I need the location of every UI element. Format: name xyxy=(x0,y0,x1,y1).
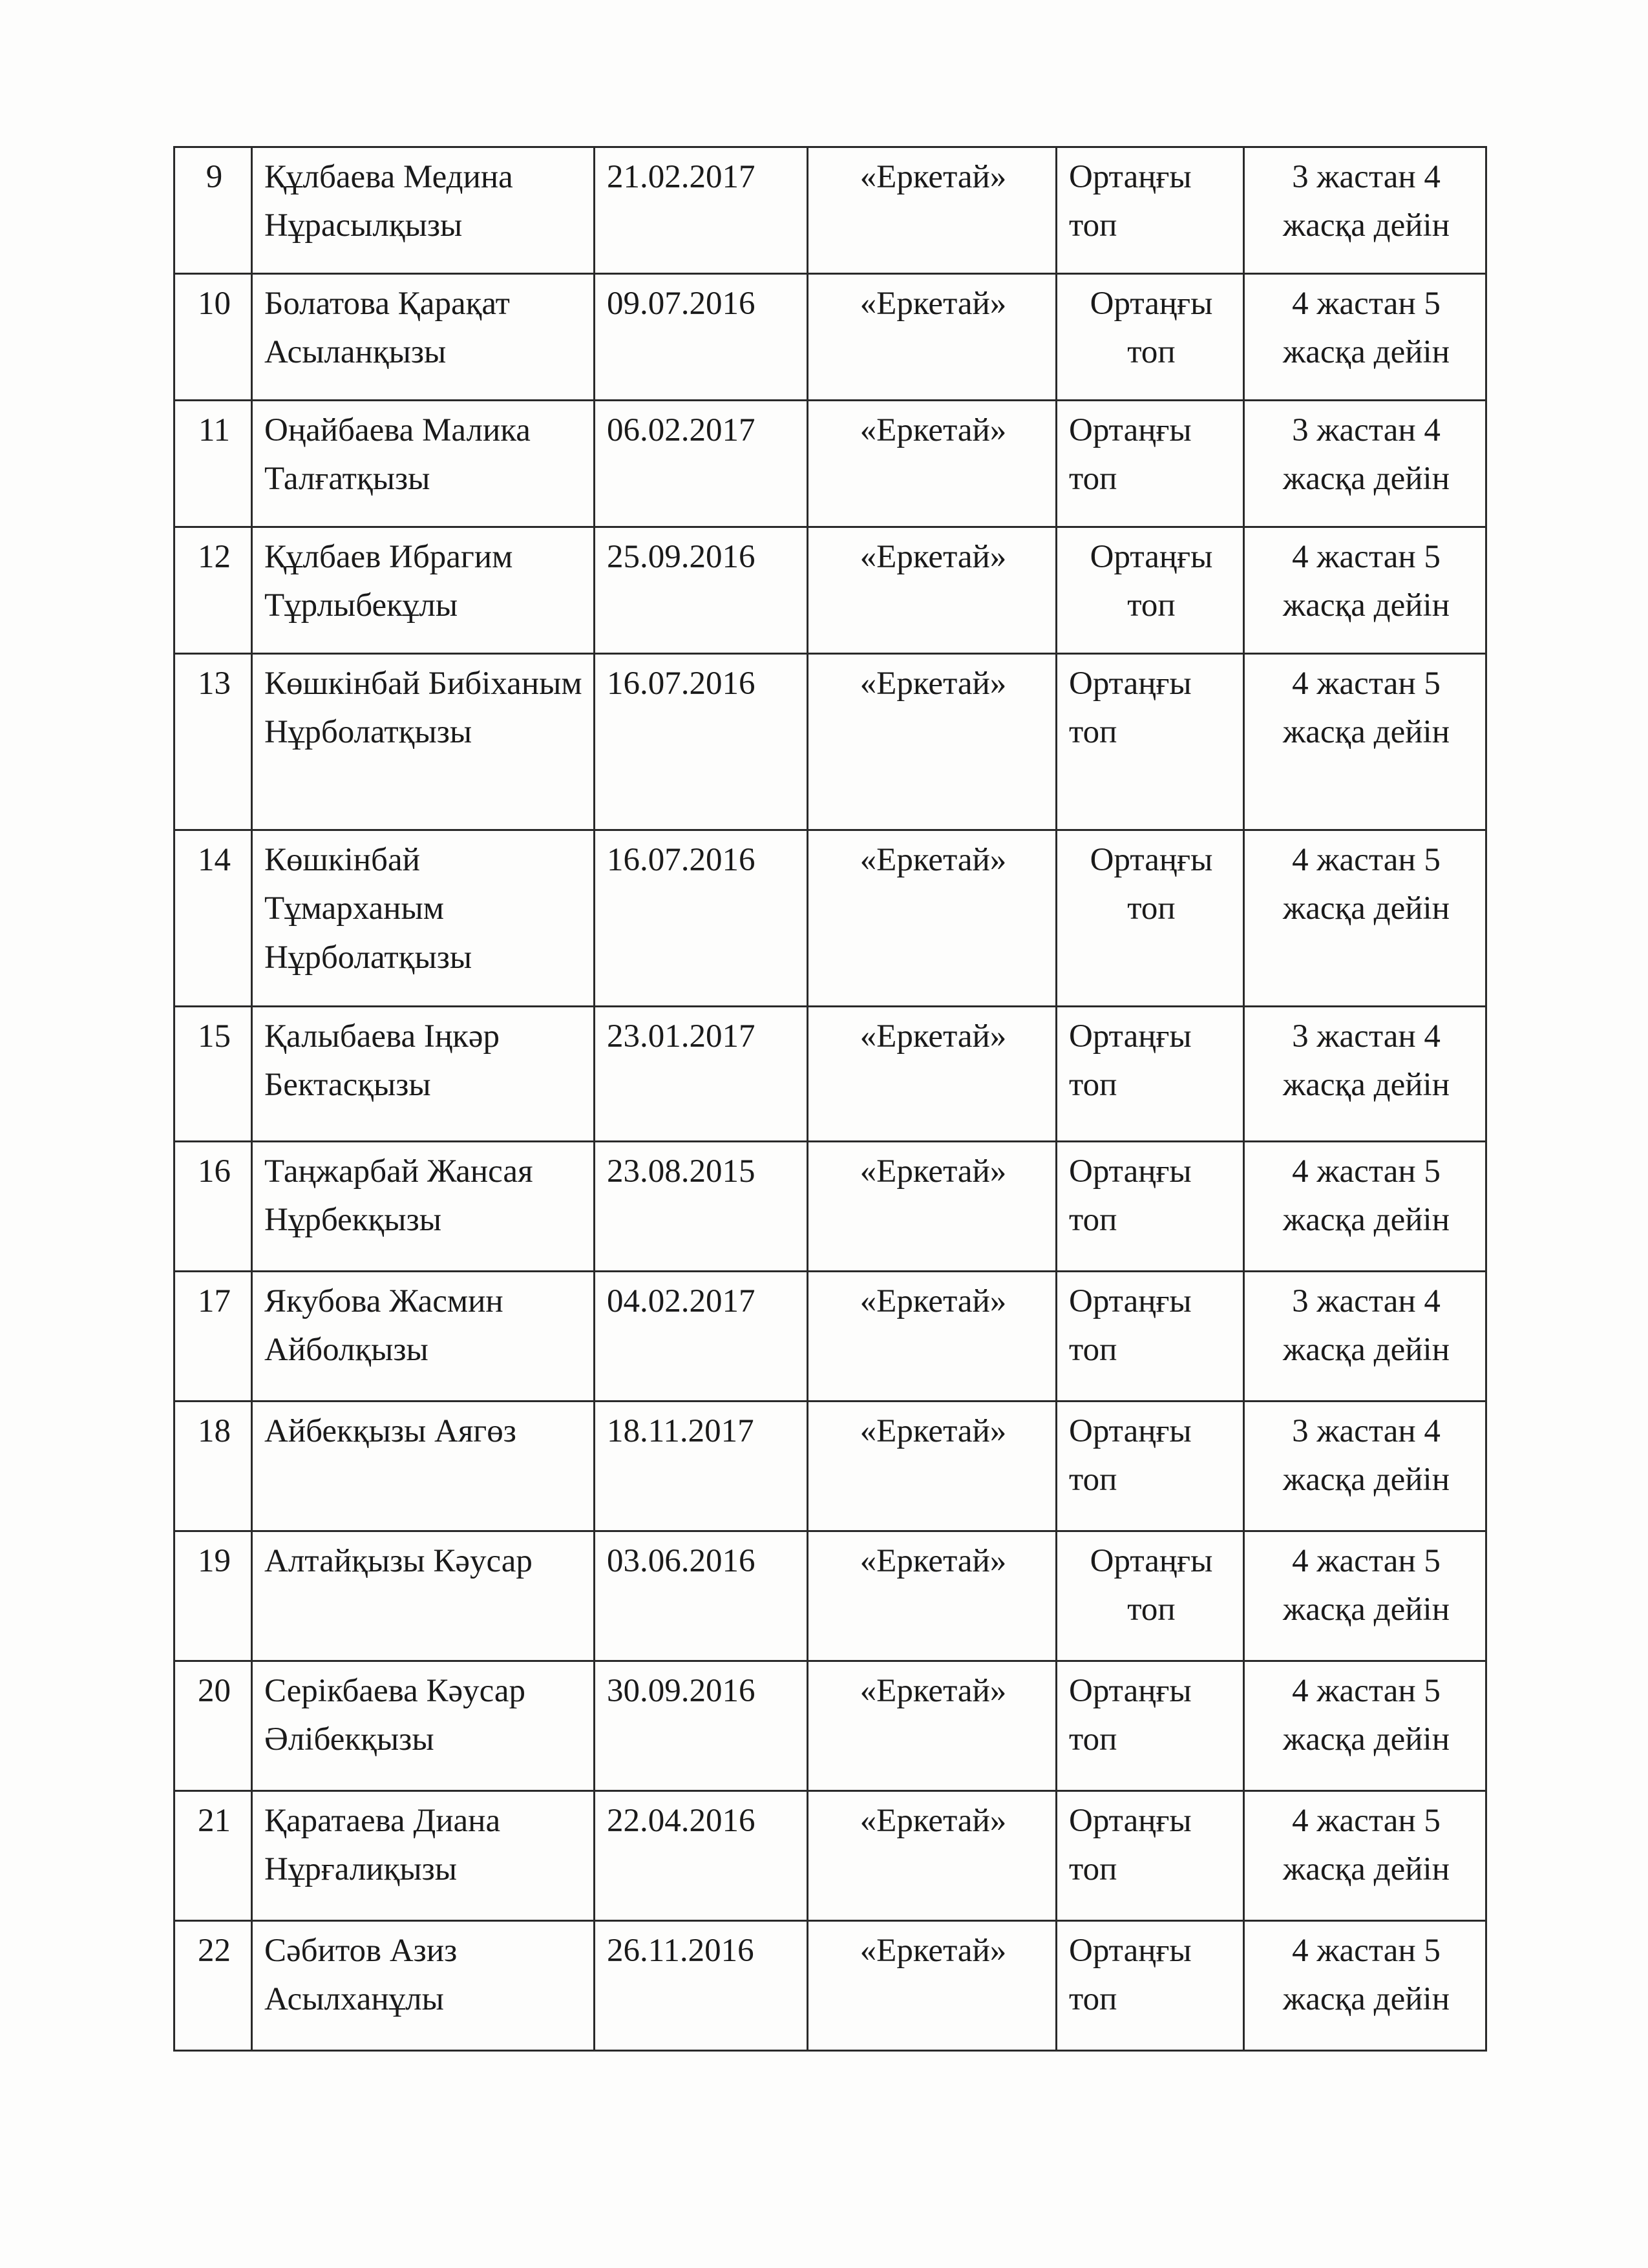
group-level-cell: Ортаңғы топ xyxy=(1057,1921,1244,2051)
group-level-cell: Ортаңғы топ xyxy=(1057,1791,1244,1921)
age-range-cell: 3 жастан 4 жасқа дейін xyxy=(1244,1402,1486,1531)
table-row xyxy=(174,1531,1486,1661)
child-name-cell: Көшкінбай Тұмарханым Нұрболатқызы xyxy=(252,830,595,1007)
roster-table-body xyxy=(174,147,1486,2051)
table-row xyxy=(174,1661,1486,1791)
row-number-cell: 22 xyxy=(174,1921,252,2051)
row-number-cell: 20 xyxy=(174,1661,252,1791)
age-range-cell: 4 жастан 5 жасқа дейін xyxy=(1244,527,1486,654)
age-range-cell: 3 жастан 4 жасқа дейін xyxy=(1244,147,1486,274)
birth-date-cell: 23.01.2017 xyxy=(595,1007,808,1142)
group-name-cell: «Еркетай» xyxy=(808,527,1057,654)
table-row xyxy=(174,1791,1486,1921)
row-number-cell: 12 xyxy=(174,527,252,654)
birth-date-cell: 21.02.2017 xyxy=(595,147,808,274)
table-row xyxy=(174,1402,1486,1531)
age-range-cell: 4 жастан 5 жасқа дейін xyxy=(1244,1921,1486,2051)
group-level-cell: Ортаңғы топ xyxy=(1057,147,1244,274)
child-name-cell: Айбекқызы Аягөз xyxy=(252,1402,595,1531)
table-row xyxy=(174,274,1486,401)
age-range-cell: 4 жастан 5 жасқа дейін xyxy=(1244,1661,1486,1791)
group-level-cell: Ортаңғы топ xyxy=(1057,1402,1244,1531)
age-range-cell: 4 жастан 5 жасқа дейін xyxy=(1244,1142,1486,1272)
group-name-cell: «Еркетай» xyxy=(808,1272,1057,1402)
group-level-cell: Ортаңғы топ xyxy=(1057,1531,1244,1661)
group-name-cell: «Еркетай» xyxy=(808,830,1057,1007)
table-row xyxy=(174,1142,1486,1272)
child-name-cell: Таңжарбай Жансая Нұрбекқызы xyxy=(252,1142,595,1272)
group-level-cell: Ортаңғы топ xyxy=(1057,1007,1244,1142)
birth-date-cell: 23.08.2015 xyxy=(595,1142,808,1272)
group-level-cell: Ортаңғы топ xyxy=(1057,274,1244,401)
table-row xyxy=(174,1921,1486,2051)
group-name-cell: «Еркетай» xyxy=(808,1402,1057,1531)
group-level-cell: Ортаңғы топ xyxy=(1057,527,1244,654)
group-level-cell: Ортаңғы топ xyxy=(1057,830,1244,1007)
table-row xyxy=(174,830,1486,1007)
group-name-cell: «Еркетай» xyxy=(808,1142,1057,1272)
table-row xyxy=(174,654,1486,830)
row-number-cell: 19 xyxy=(174,1531,252,1661)
table-row xyxy=(174,401,1486,527)
birth-date-cell: 30.09.2016 xyxy=(595,1661,808,1791)
row-number-cell: 13 xyxy=(174,654,252,830)
row-number-cell: 17 xyxy=(174,1272,252,1402)
group-name-cell: «Еркетай» xyxy=(808,654,1057,830)
child-name-cell: Қалыбаева Іңкәр Бектасқызы xyxy=(252,1007,595,1142)
table-row xyxy=(174,527,1486,654)
birth-date-cell: 22.04.2016 xyxy=(595,1791,808,1921)
child-name-cell: Алтайқызы Кәусар xyxy=(252,1531,595,1661)
age-range-cell: 4 жастан 5 жасқа дейін xyxy=(1244,1791,1486,1921)
age-range-cell: 4 жастан 5 жасқа дейін xyxy=(1244,274,1486,401)
child-name-cell: Серікбаева Кәусар Әлібекқызы xyxy=(252,1661,595,1791)
group-level-cell: Ортаңғы топ xyxy=(1057,401,1244,527)
row-number-cell: 10 xyxy=(174,274,252,401)
child-name-cell: Болатова Қарақат Асыланқызы xyxy=(252,274,595,401)
group-level-cell: Ортаңғы топ xyxy=(1057,1142,1244,1272)
age-range-cell: 3 жастан 4 жасқа дейін xyxy=(1244,1272,1486,1402)
children-roster-table xyxy=(173,146,1487,2052)
row-number-cell: 15 xyxy=(174,1007,252,1142)
age-range-cell: 3 жастан 4 жасқа дейін xyxy=(1244,401,1486,527)
table-row xyxy=(174,1007,1486,1142)
group-name-cell: «Еркетай» xyxy=(808,401,1057,527)
group-name-cell: «Еркетай» xyxy=(808,147,1057,274)
row-number-cell: 16 xyxy=(174,1142,252,1272)
row-number-cell: 9 xyxy=(174,147,252,274)
child-name-cell: Құлбаев Ибрагим Тұрлыбекұлы xyxy=(252,527,595,654)
age-range-cell: 4 жастан 5 жасқа дейін xyxy=(1244,654,1486,830)
birth-date-cell: 03.06.2016 xyxy=(595,1531,808,1661)
child-name-cell: Оңайбаева Малика Талғатқызы xyxy=(252,401,595,527)
child-name-cell: Құлбаева Медина Нұрасылқызы xyxy=(252,147,595,274)
birth-date-cell: 18.11.2017 xyxy=(595,1402,808,1531)
birth-date-cell: 09.07.2016 xyxy=(595,274,808,401)
child-name-cell: Көшкінбай Бибіханым Нұрболатқызы xyxy=(252,654,595,830)
group-name-cell: «Еркетай» xyxy=(808,1921,1057,2051)
group-name-cell: «Еркетай» xyxy=(808,1531,1057,1661)
group-name-cell: «Еркетай» xyxy=(808,1007,1057,1142)
table-row xyxy=(174,1272,1486,1402)
age-range-cell: 3 жастан 4 жасқа дейін xyxy=(1244,1007,1486,1142)
birth-date-cell: 25.09.2016 xyxy=(595,527,808,654)
age-range-cell: 4 жастан 5 жасқа дейін xyxy=(1244,1531,1486,1661)
birth-date-cell: 04.02.2017 xyxy=(595,1272,808,1402)
child-name-cell: Қаратаева Диана Нұрғалиқызы xyxy=(252,1791,595,1921)
group-level-cell: Ортаңғы топ xyxy=(1057,1661,1244,1791)
birth-date-cell: 06.02.2017 xyxy=(595,401,808,527)
row-number-cell: 18 xyxy=(174,1402,252,1531)
child-name-cell: Сәбитов Азиз Асылханұлы xyxy=(252,1921,595,2051)
group-level-cell: Ортаңғы топ xyxy=(1057,1272,1244,1402)
birth-date-cell: 16.07.2016 xyxy=(595,830,808,1007)
age-range-cell: 4 жастан 5 жасқа дейін xyxy=(1244,830,1486,1007)
child-name-cell: Якубова Жасмин Айболқызы xyxy=(252,1272,595,1402)
group-name-cell: «Еркетай» xyxy=(808,1661,1057,1791)
table-row xyxy=(174,147,1486,274)
group-name-cell: «Еркетай» xyxy=(808,1791,1057,1921)
birth-date-cell: 26.11.2016 xyxy=(595,1921,808,2051)
row-number-cell: 11 xyxy=(174,401,252,527)
row-number-cell: 21 xyxy=(174,1791,252,1921)
group-name-cell: «Еркетай» xyxy=(808,274,1057,401)
birth-date-cell: 16.07.2016 xyxy=(595,654,808,830)
group-level-cell: Ортаңғы топ xyxy=(1057,654,1244,830)
row-number-cell: 14 xyxy=(174,830,252,1007)
